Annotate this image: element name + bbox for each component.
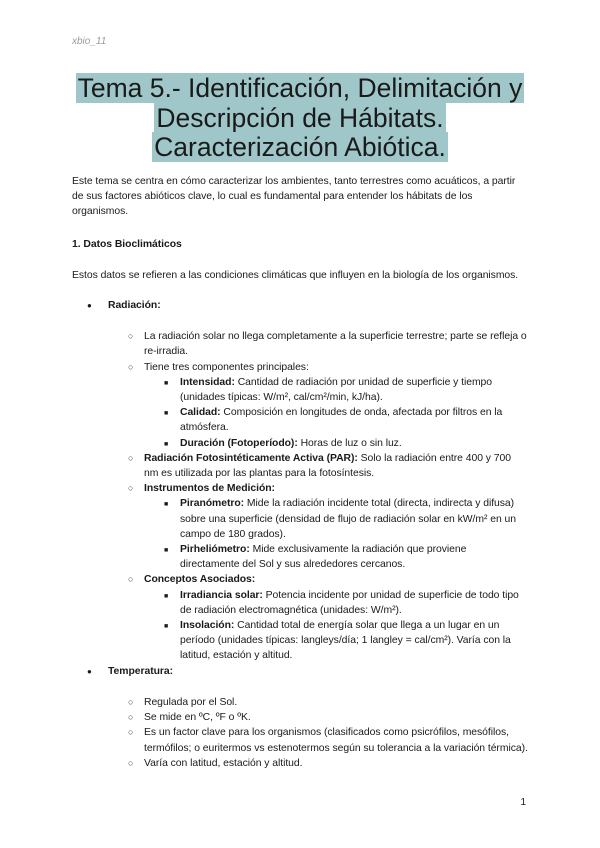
bullet-square-icon: ■ (164, 623, 169, 631)
section-intro: Estos datos se refieren a las condiciones climáticas que influyen en la biología de los organismos. (72, 269, 519, 281)
bullet-circle-icon: ○ (128, 361, 134, 372)
list-item-temperatura (72, 664, 528, 771)
definition: Potencia incidente por unidad de superficie de todo tipo de radiación electromagnética (unidades: W/m²). (180, 589, 519, 616)
list-item (144, 375, 528, 405)
definition: Mide la radiación incidente total (directa, indirecta y difusa) sobre una superficie (densidad de flujo de radiación solar en kW/m² en un campo de 180 grados). (180, 498, 516, 540)
list-item-text: La radiación solar no llega completamente a la superficie terrestre; parte se refleja o re-irradia. (144, 331, 527, 358)
definition: Cantidad de radiación por unidad de superficie y tiempo (unidades típicas: W/m², cal/cm²/min, kJ/ha). (180, 376, 493, 404)
document-header-mark: xbio_11 (72, 36, 107, 47)
definition: Solo la radiación entre 400 y 700 nm es utilizada por las plantas para la fotosíntesis. (144, 452, 511, 480)
list-item-text: Es un factor clave para los organismos (clasificados como psicrófilos, mesófilos, termófilos; o euritermos vs estenotermos según su tolerancia a la variación térmica). (144, 727, 528, 754)
section-heading: 1. Datos Bioclimáticos (72, 238, 182, 250)
definition: Mide exclusivamente la radiación que proviene directamente del Sol y sus alrededores cercanos. (180, 544, 467, 571)
list-item (108, 481, 528, 572)
instruments-list (144, 496, 528, 572)
bullet-square-icon: ■ (164, 501, 169, 509)
bullet-square-icon: ■ (164, 379, 169, 387)
list-item (108, 756, 528, 771)
definition: Cantidad total de energía solar que llega a un lugar en un período (unidades típicas: langleys/día; 1 langley = cal/cm²). Varía con la latitud, estación y altitud. (180, 620, 511, 662)
term: Radiación Fotosintéticamente Activa (PAR): (144, 452, 358, 464)
radiacion-label: Radiación: (108, 300, 161, 312)
bullet-circle-icon: ○ (128, 574, 134, 585)
list-item (108, 572, 528, 663)
term: Pirheliómetro: (180, 544, 250, 556)
list-item-text: Se mide en ºC, ºF o ºK. (144, 712, 251, 724)
term: Conceptos Asociados: (144, 574, 256, 586)
term: Piranómetro: (180, 498, 245, 510)
temperatura-sublist (108, 695, 528, 771)
bullet-circle-icon: ○ (128, 757, 134, 768)
list-item-text: Tiene tres componentes principales: (144, 361, 309, 373)
term: Insolación: (180, 620, 235, 632)
list-item (108, 451, 528, 481)
bullet-square-icon: ■ (164, 592, 169, 600)
page-title (60, 74, 540, 163)
page-number: 1 (520, 797, 526, 808)
bullet-disc-icon: ● (87, 666, 92, 676)
list-item (144, 405, 528, 435)
list-item-text: Regulada por el Sol. (144, 696, 238, 708)
list-item (108, 360, 528, 451)
radiacion-sublist (108, 329, 528, 663)
temperatura-label: Temperatura: (108, 665, 174, 677)
list-item (108, 329, 528, 359)
intro-paragraph: Este tema se centra en cómo caracterizar los ambientes, tanto terrestres como acuáticos, a partir de sus factores abióticos clave, lo cual es fundamental para entender los hábitats de los organismos. (72, 176, 516, 218)
term: Calidad: (180, 407, 221, 419)
list-item (108, 695, 528, 710)
list-item (108, 710, 528, 725)
term: Duración (Fotoperíodo): (180, 437, 298, 449)
bullet-circle-icon: ○ (128, 727, 134, 738)
list-item-radiacion (72, 298, 528, 664)
term: Intensidad: (180, 376, 235, 388)
bullet-circle-icon: ○ (128, 452, 134, 463)
topic-list (72, 298, 528, 771)
list-item (144, 496, 528, 542)
list-item (144, 436, 528, 451)
components-list (144, 375, 528, 451)
list-item-text: Varía con latitud, estación y altitud. (144, 757, 303, 769)
document-body (72, 174, 528, 771)
term: Irradiancia solar: (180, 589, 263, 601)
definition: Horas de luz o sin luz. (297, 437, 402, 449)
term: Instrumentos de Medición: (144, 483, 275, 495)
bullet-circle-icon: ○ (128, 483, 134, 494)
bullet-square-icon: ■ (164, 410, 169, 418)
bullet-circle-icon: ○ (128, 696, 134, 707)
title-highlight: Tema 5.- Identificación, Delimitación y Descripción de Hábitats. Caracterización Abiótica. (77, 73, 523, 162)
definition: Composición en longitudes de onda, afectada por filtros en la atmósfera. (180, 407, 503, 434)
list-item (144, 588, 528, 618)
bullet-square-icon: ■ (164, 547, 169, 555)
list-item (108, 725, 528, 755)
bullet-square-icon: ■ (164, 440, 169, 448)
list-item (144, 542, 528, 572)
bullet-circle-icon: ○ (128, 331, 134, 342)
bullet-circle-icon: ○ (128, 712, 134, 723)
list-item (144, 618, 528, 664)
bullet-disc-icon: ● (87, 301, 92, 311)
concepts-list (144, 588, 528, 664)
